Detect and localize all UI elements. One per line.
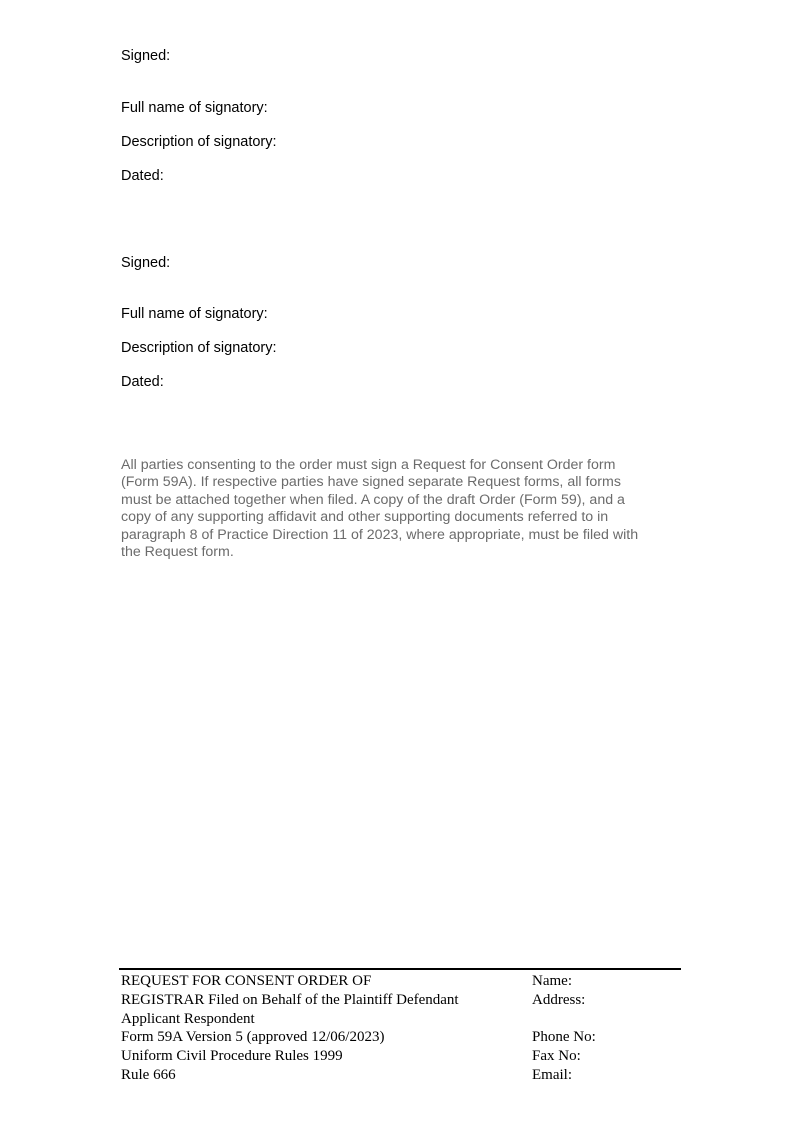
footer-line: Applicant Respondent — [121, 1010, 255, 1027]
footer-divider — [119, 968, 681, 970]
note-line: paragraph 8 of Practice Direction 11 of 2023, where appropriate, must be filed with — [121, 526, 639, 543]
name-label: Name: — [532, 973, 572, 989]
footer-line: REQUEST FOR CONSENT ORDER OF — [121, 973, 372, 989]
phone-label: Phone No: — [532, 1029, 596, 1046]
footer-contact-details — [532, 972, 682, 1085]
footer-line: Uniform Civil Procedure Rules 1999 — [121, 1048, 343, 1065]
instruction-note — [121, 457, 681, 561]
footer-form-details — [121, 972, 521, 1085]
fax-label: Fax No: — [532, 1048, 581, 1065]
address-label: Address: — [532, 991, 586, 1008]
full-name-label: Full name of signatory: — [121, 306, 268, 322]
footer-line: Rule 666 — [121, 1066, 176, 1083]
note-line: the Request form. — [121, 544, 234, 561]
footer-line: Form 59A Version 5 (approved 12/06/2023) — [121, 1029, 385, 1046]
note-line: copy of any supporting affidavit and other supporting documents referred to in — [121, 509, 609, 526]
note-line: All parties consenting to the order must sign a Request for Consent Order form — [121, 457, 616, 473]
signed-label: Signed: — [121, 48, 171, 64]
footer-spacer — [532, 1010, 682, 1029]
note-line: must be attached together when filed. A copy of the draft Order (Form 59), and a — [121, 491, 625, 508]
description-label: Description of signatory: — [121, 134, 277, 150]
dated-label: Dated: — [121, 168, 164, 184]
note-line: (Form 59A). If respective parties have signed separate Request forms, all forms — [121, 474, 621, 491]
footer-line: REGISTRAR Filed on Behalf of the Plaintiff Defendant — [121, 991, 459, 1008]
email-label: Email: — [532, 1066, 572, 1083]
full-name-label: Full name of signatory: — [121, 100, 268, 116]
signed-label: Signed: — [121, 255, 171, 271]
description-label: Description of signatory: — [121, 340, 277, 356]
dated-label: Dated: — [121, 374, 164, 390]
